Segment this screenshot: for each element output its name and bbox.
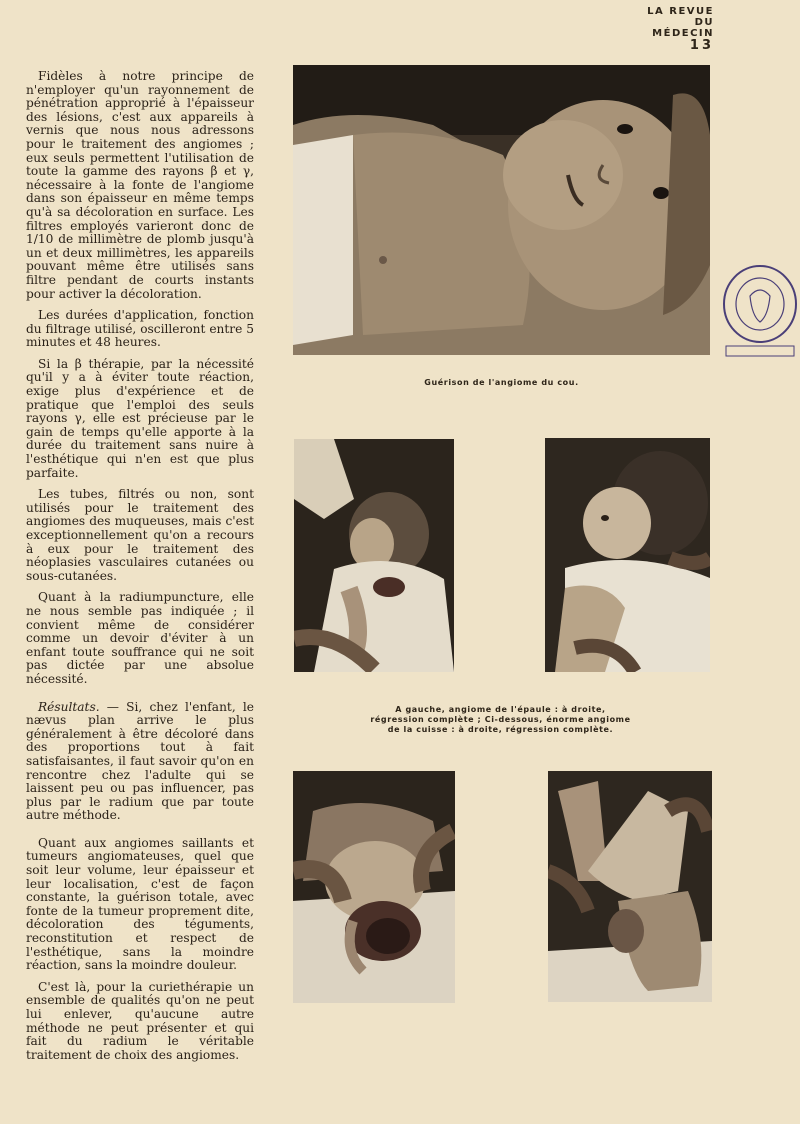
photo-thigh-angioma xyxy=(293,771,455,1003)
paragraph-results xyxy=(26,701,254,823)
results-heading: Résultats. xyxy=(38,699,100,714)
results-text: — Si, chez l'enfant, le nævus plan arrive le plus généralement à être décoloré dans des proportions tout à fait satisfaisantes, il faut savoir qu'on en rencontre chez l'adulte qui se laissent peu ou pas influencer, pas plus par le radium que par toute autre méthode. xyxy=(26,699,254,823)
article-text-column xyxy=(26,70,254,1070)
paragraph-radiumpuncture: Quant à la radiumpuncture, elle ne nous semble pas indiquée ; il convient même de considérer comme un devoir d'éviter à un enfant toute souffrance qui ne soit pas dictée par une absolue nécessité. xyxy=(26,590,254,686)
journal-title-line2: DU xyxy=(694,17,714,28)
paragraph-conclusion: C'est là, pour la curiethérapie un ensemble de qualités qu'on ne peut lui enlever, qu'aucune autre méthode ne peut présenter et qui fait du radium le véritable traitement de choix des angiomes. xyxy=(26,979,254,1062)
paragraph-beta-therapy: Si la β thérapie, par la nécessité qu'il y a à éviter toute réaction, exige plus d'expérience et de pratique que l'emploi des seuls rayons γ, elle est précieuse par le gain de temps qu'elle apporte à la durée du traitement sans nuire à l'esthétique qui n'en est que plus parfaite. xyxy=(26,356,254,480)
caption-neck-angioma: Guérison de l'angiome du cou. xyxy=(424,378,579,387)
journal-header xyxy=(647,6,714,51)
photo-shoulder-regression xyxy=(545,438,710,672)
page-number: 13 xyxy=(689,38,714,53)
journal-title-line1: LA REVUE xyxy=(647,6,714,17)
journal-title-line3: MÉDECIN xyxy=(652,28,714,39)
paragraph-durations: Les durées d'application, fonction du filtrage utilisé, oscilleront entre 5 minutes et 48 heures. xyxy=(26,308,254,350)
paragraph-angiomas: Quant aux angiomes saillants et tumeurs angiomateuses, quel que soit leur volume, leur épaisseur et leur localisation, c'est de façon constante, la guérison totale, avec fonte de la tumeur proprement dite, décoloration des téguments, reconstitution et respect de l'esthétique, sans la moindre réaction, sans la moindre douleur. xyxy=(26,835,254,973)
paragraph-tubes: Les tubes, filtrés ou non, sont utilisés pour le traitement des angiomes des muqueuses, mais c'est exceptionnellement qu'on a recours à eux pour le traitement des néoplasies vasculaires cutanées ou sous-cutanées. xyxy=(26,487,254,583)
library-stamp xyxy=(718,256,800,368)
photo-child-neck xyxy=(293,65,710,355)
photo-thigh-regression xyxy=(548,771,712,1002)
caption-shoulder-thigh: A gauche, angiome de l'épaule : à droite, régression complète ; Ci-dessous, énorme angiome de la cuisse : à droite, régression complète. xyxy=(370,705,631,734)
paragraph-penetration: Fidèles à notre principe de n'employer qu'un rayonnement de pénétration approprié à l'épaisseur des lésions, c'est aux appareils à vernis que nous nous adressons pour le traitement des angiomes ; eux seuls permettent l'utilisation de toute la gamme des rayons β et γ, nécessaire à la fonte de l'angiome dans son épaisseur en même temps qu'à sa décoloration en surface. Les filtres employés varieront donc de 1/10 de millimètre de plomb jusqu'à un et deux millimètres, les appareils pouvant même être utilisés sans filtre pendant de courts instants pour activer la décoloration. xyxy=(26,69,254,301)
photo-shoulder-angioma xyxy=(294,439,454,672)
